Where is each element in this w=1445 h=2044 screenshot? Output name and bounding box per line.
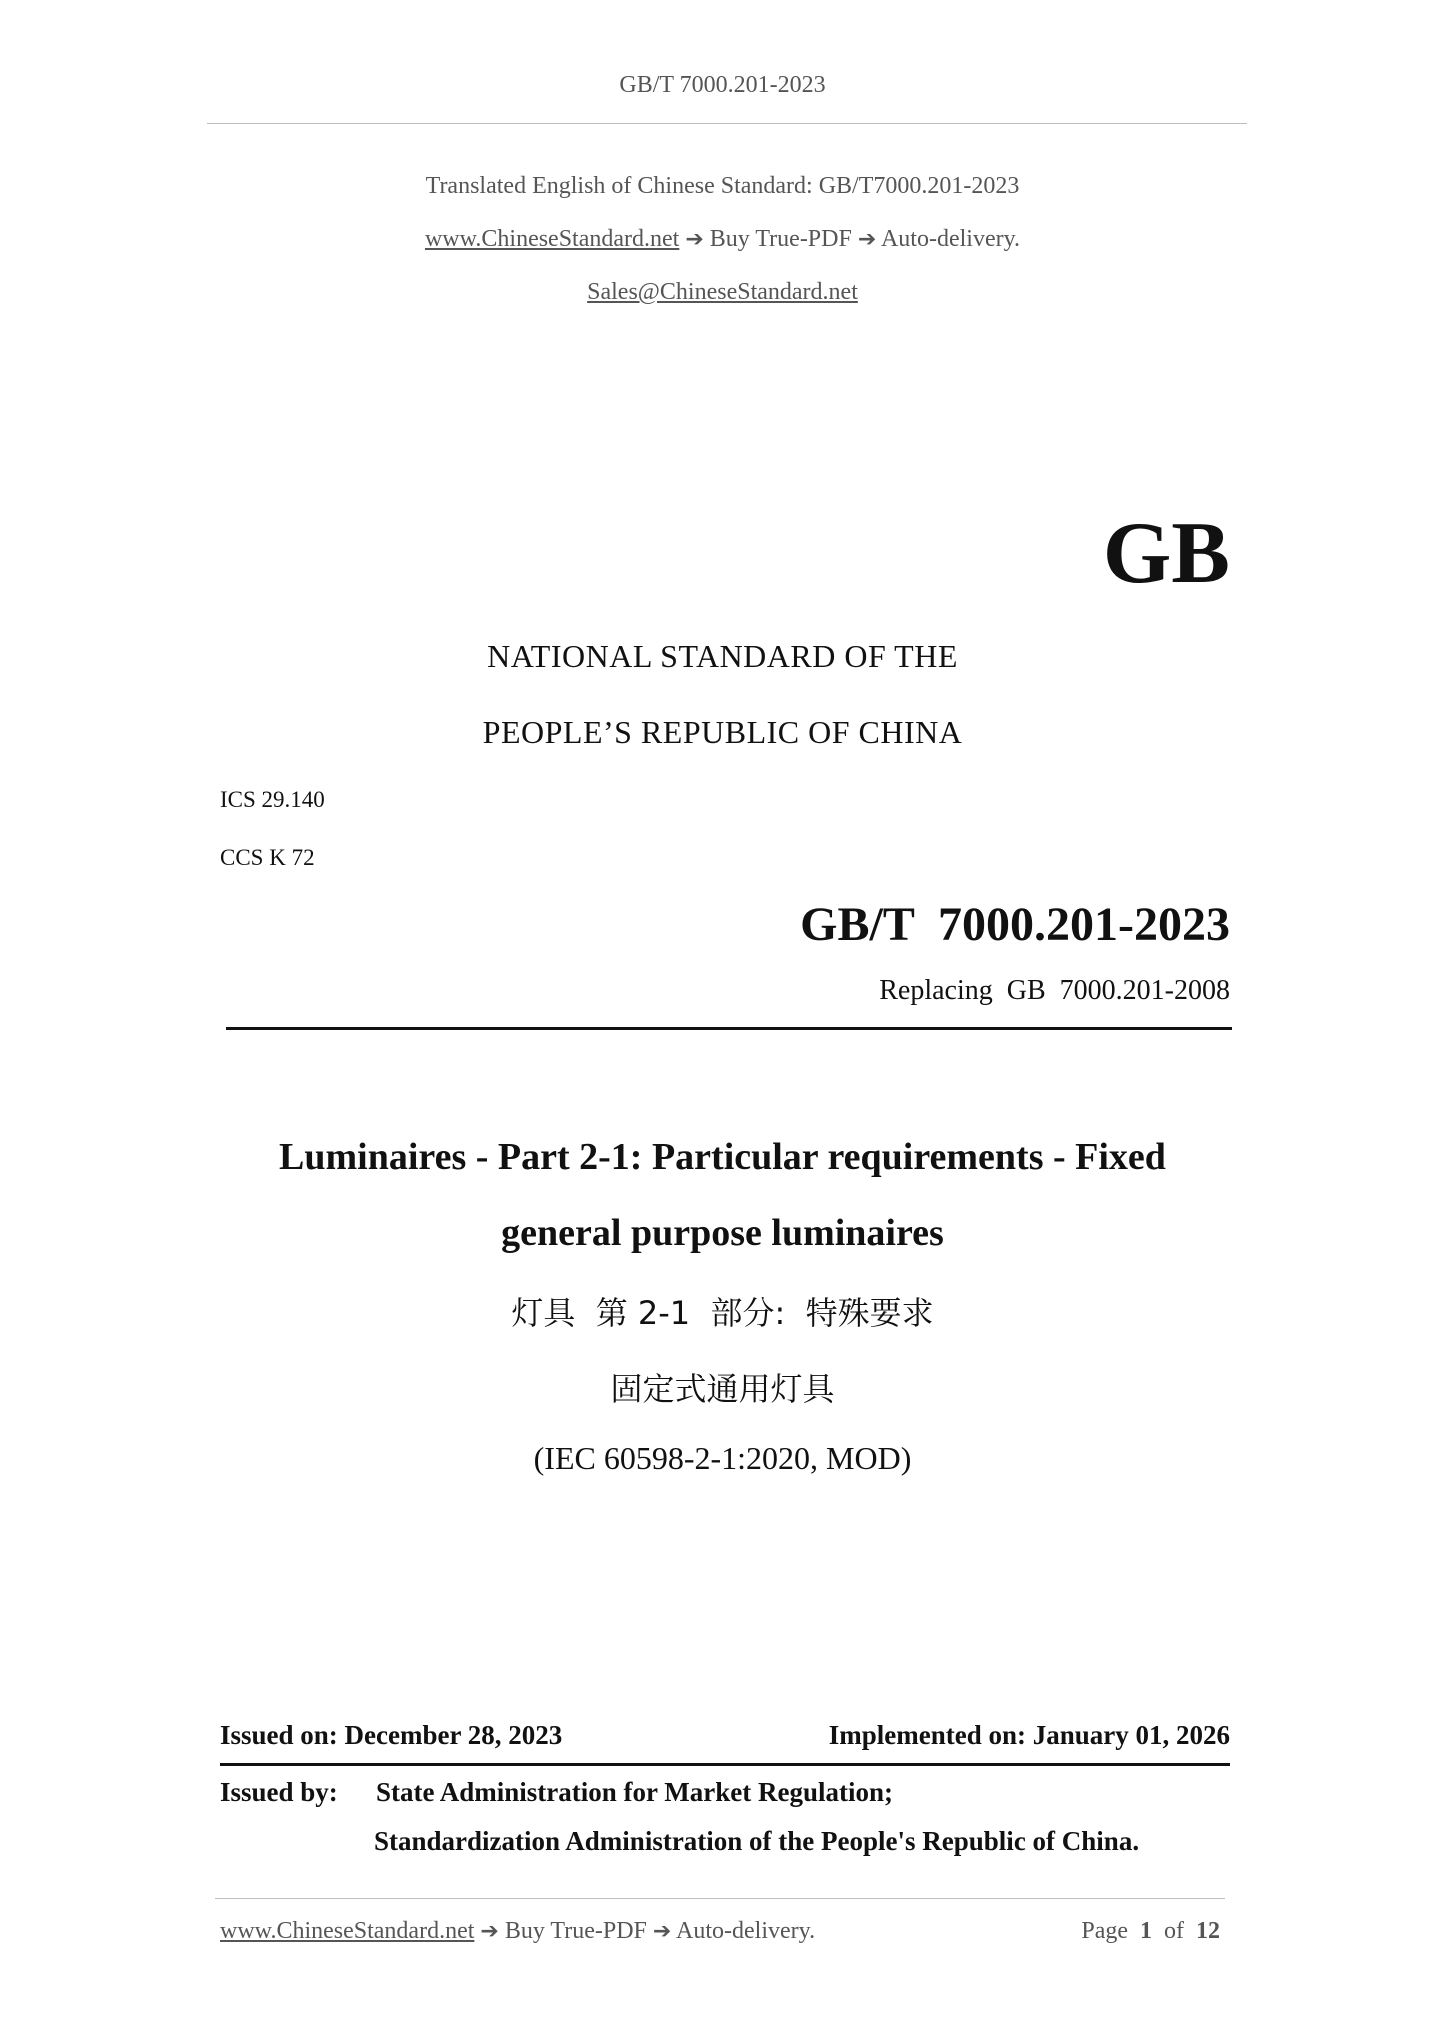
iec-reference: (IEC 60598-2-1:2020, MOD) [533,1440,912,1476]
issuer-1: State Administration for Market Regulation; [376,1777,893,1807]
footer-auto-delivery-text: Auto-delivery. [676,1918,816,1944]
national-standard-line1: NATIONAL STANDARD OF THE [487,638,958,674]
page-total: 12 [1196,1918,1220,1944]
chinese-title-line1: 灯具 第 2-1 部分: 特殊要求 [511,1294,934,1332]
footer-divider [215,1898,1225,1899]
site-link[interactable]: www.ChineseStandard.net [424,226,680,252]
running-header: GB/T 7000.201-2023 [619,72,826,98]
arrow-right-icon: ➔ [652,1919,672,1944]
issued-by-label: Issued by: [220,1777,338,1807]
issued-on-date: Issued on: December 28, 2023 [220,1720,563,1750]
implemented-on-date: Implemented on: January 01, 2026 [828,1720,1230,1750]
title-divider [226,1027,1232,1030]
ccs-code: CCS K 72 [220,845,315,870]
footer-purchase-line [220,1918,815,1945]
english-title-line1: Luminaires - Part 2-1: Particular requirements - Fixed [279,1136,1166,1178]
of-label: of [1164,1918,1184,1944]
arrow-right-icon: ➔ [857,227,877,252]
english-title-line2: general purpose luminaires [501,1212,944,1254]
ics-code: ICS 29.140 [220,787,325,812]
national-standard-line2: PEOPLE’S REPUBLIC OF CHINA [482,714,963,750]
issuer-2: Standardization Administration of the People's Republic of China. [374,1826,1140,1856]
standard-number: GB/T 7000.201-2023 [800,898,1230,951]
page-indicator [1081,1918,1220,1945]
buy-text: Buy True-PDF [709,226,852,252]
page-number: 1 [1140,1918,1152,1944]
footer-site-link[interactable]: www.ChineseStandard.net [220,1918,475,1944]
replacing-standard: Replacing GB 7000.201-2008 [879,975,1230,1006]
translation-notice: Translated English of Chinese Standard: GB/T7000.201-2023 [425,173,1020,199]
arrow-right-icon: ➔ [480,1919,499,1944]
gb-logo: GB [1102,505,1230,602]
purchase-line [0,226,1445,253]
chinese-title-line2: 固定式通用灯具 [610,1370,835,1408]
header-divider [207,123,1247,124]
footer-buy-text: Buy True-PDF [504,1918,647,1944]
page-label: Page [1081,1918,1128,1944]
arrow-right-icon: ➔ [685,227,704,252]
sales-email-link[interactable]: Sales@ChineseStandard.net [587,279,858,305]
dates-divider [220,1763,1230,1766]
auto-delivery-text: Auto-delivery. [880,226,1021,252]
email-line [0,279,1445,306]
